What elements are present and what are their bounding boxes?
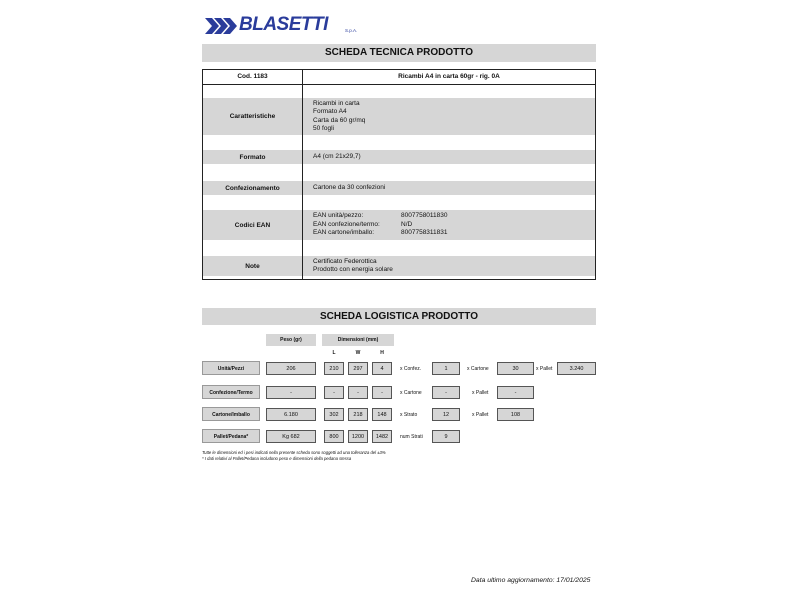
tech-row xyxy=(203,181,595,195)
qty-cell: 30 xyxy=(497,362,534,375)
qty-label: x Pallet xyxy=(536,366,553,372)
tech-row xyxy=(203,150,595,164)
dim-w-cell: 1200 xyxy=(348,430,368,443)
row-value xyxy=(313,256,589,276)
header-dimensions: Dimensioni (mm) xyxy=(322,334,394,346)
product-code: Cod. 1183 xyxy=(237,73,268,80)
dim-l-cell: - xyxy=(324,386,344,399)
row-label: Note xyxy=(245,262,260,270)
ean-key: EAN cartone/imballo: xyxy=(313,229,375,237)
ean-value: 8007758011830 xyxy=(401,212,448,220)
weight-cell: - xyxy=(266,386,316,399)
dim-h-cell: - xyxy=(372,386,392,399)
logistics-row-label: Pallet/Pedana* xyxy=(202,429,260,443)
dim-w-cell: - xyxy=(348,386,368,399)
ean-pair xyxy=(313,229,589,238)
tech-row xyxy=(203,210,595,240)
product-name: Ricambi A4 in carta 60gr - rig. 0A xyxy=(398,73,500,80)
qty-label: num Strati xyxy=(400,434,423,440)
value-line: Certificato Federottica xyxy=(313,257,377,265)
value-line: Carta da 60 gr/mq xyxy=(313,116,366,124)
tolerance-note: Tutte le dimensioni ed i pesi indicati nella presente scheda sono soggetti ad una tolleranza del ±3% xyxy=(202,450,386,455)
logo-brand: BLASETTI xyxy=(239,14,328,35)
ean-value: 8007758311831 xyxy=(401,229,448,237)
header-weight: Peso (gr) xyxy=(266,334,316,346)
value-line: A4 (cm 21x29,7) xyxy=(313,152,361,160)
qty-label: x Cartone xyxy=(400,390,422,396)
ean-pair xyxy=(313,221,589,230)
header-h: H xyxy=(380,350,384,356)
logistics-row-label: Unità/Pezzi xyxy=(202,361,260,375)
weight-cell: 6.180 xyxy=(266,408,316,421)
pallet-note: * I dati relativi al Pallet/Pedana includono peso e dimensioni della pedana stessa xyxy=(202,456,352,461)
dim-h-cell: 4 xyxy=(372,362,392,375)
qty-label: x Cartone xyxy=(467,366,489,372)
value-line: Formato A4 xyxy=(313,108,347,115)
dim-w-cell: 218 xyxy=(348,408,368,421)
last-update: Data ultimo aggiornamento: 17/01/2025 xyxy=(471,577,591,584)
qty-label: x Confez. xyxy=(400,366,422,372)
value-line: 50 fogli xyxy=(313,125,334,132)
row-value xyxy=(313,150,589,164)
qty-label: x Pallet xyxy=(472,390,489,396)
dim-l-cell: 302 xyxy=(324,408,344,421)
qty-cell: 12 xyxy=(432,408,460,421)
value-line: Prodotto con energia solare xyxy=(313,266,393,273)
weight-cell: Kg 682 xyxy=(266,430,316,443)
tech-title: SCHEDA TECNICA PRODOTTO xyxy=(202,44,596,62)
row-label: Codici EAN xyxy=(234,221,271,229)
dim-l-cell: 800 xyxy=(324,430,344,443)
qty-cell: 9 xyxy=(432,430,460,443)
header-l: L xyxy=(332,350,336,356)
ean-key: EAN confezione/termo: xyxy=(313,220,380,228)
logo-suffix: S.p.A. xyxy=(345,28,358,33)
tech-table xyxy=(202,69,596,280)
tech-row xyxy=(203,98,595,135)
logistics-row-label: Cartone/Imballo xyxy=(202,407,260,421)
logistics-title: SCHEDA LOGISTICA PRODOTTO xyxy=(202,308,596,325)
ean-pair xyxy=(313,212,589,221)
row-label: Confezionamento xyxy=(225,184,280,192)
divider xyxy=(203,84,595,85)
blasetti-logo xyxy=(205,14,365,38)
value-line: Ricambi in carta xyxy=(313,99,360,107)
ean-key: EAN unità/pezzo: xyxy=(313,212,364,220)
row-value xyxy=(313,181,589,195)
logistics-row-label: Confezione/Termo xyxy=(202,385,260,399)
dim-h-cell: 1482 xyxy=(372,430,392,443)
tech-row xyxy=(203,256,595,276)
weight-cell: 206 xyxy=(266,362,316,375)
ean-value: N/D xyxy=(401,220,413,228)
header-w: W xyxy=(355,350,361,356)
row-value xyxy=(313,210,589,240)
qty-label: x Pallet xyxy=(472,412,489,418)
row-value xyxy=(313,98,589,135)
dim-w-cell: 297 xyxy=(348,362,368,375)
qty-cell: 3.240 xyxy=(557,362,596,375)
qty-cell: 1 xyxy=(432,362,460,375)
qty-label: x Strato xyxy=(400,412,418,418)
qty-cell: - xyxy=(432,386,460,399)
qty-cell: 108 xyxy=(497,408,534,421)
value-line: Cartone da 30 confezioni xyxy=(313,183,386,191)
qty-cell: - xyxy=(497,386,534,399)
row-label: Formato xyxy=(239,153,266,161)
row-label: Caratteristiche xyxy=(229,113,276,120)
dim-l-cell: 210 xyxy=(324,362,344,375)
dim-h-cell: 148 xyxy=(372,408,392,421)
column-divider xyxy=(302,70,303,279)
